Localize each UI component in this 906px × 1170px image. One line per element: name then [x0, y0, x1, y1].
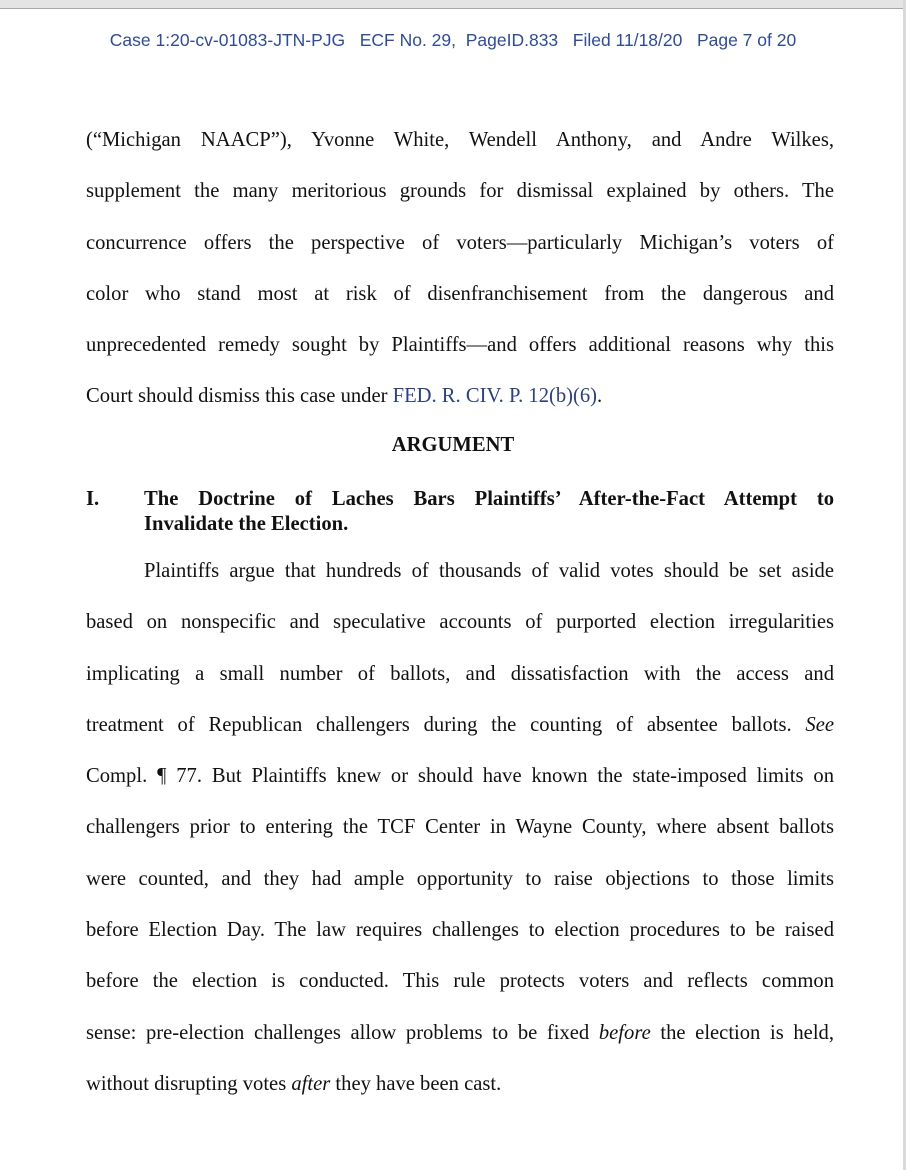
text-line: based on nonspecific and speculative accounts of purported election irregularities: [86, 611, 834, 634]
text-line: Plaintiffs argue that hundreds of thousands of valid votes should be set aside: [144, 560, 834, 582]
text-line: [86, 1008, 834, 1059]
italic-signal: See: [805, 713, 834, 736]
section-title-line: The Doctrine of Laches Bars Plaintiffs’ After-the-Fact Attempt to: [144, 488, 834, 510]
viewer-top-border: [0, 0, 906, 9]
text-segment: treatment of Republican challengers during the counting of absentee ballots.: [86, 713, 806, 736]
text-line: [86, 700, 834, 751]
text-segment: the election is held,: [650, 1021, 834, 1044]
text-line: implicating a small number of ballots, and dissatisfaction with the access and: [86, 662, 834, 685]
text-segment: sense: pre-election challenges allow problems to be fixed: [86, 1021, 599, 1044]
text-line: [86, 371, 834, 422]
paragraph-laches: [86, 546, 834, 1110]
section-title-line: Invalidate the Election.: [144, 513, 349, 535]
italic-emphasis: before: [598, 1021, 651, 1044]
text-segment: without disrupting votes: [86, 1072, 292, 1095]
text-line: Compl. ¶ 77. But Plaintiffs knew or should have known the state-imposed limits on: [86, 765, 834, 788]
text-line: concurrence offers the perspective of voters—particularly Michigan’s voters of: [86, 231, 834, 254]
text-segment: they have been cast.: [330, 1072, 502, 1095]
text-line: [86, 1059, 834, 1110]
text-line: before Election Day. The law requires challenges to election procedures to be raised: [86, 919, 834, 942]
paragraph-intro: [86, 115, 834, 423]
text-line: color who stand most at risk of disenfranchisement from the dangerous and: [86, 282, 834, 305]
section-number: I.: [86, 488, 100, 510]
section-title: [144, 487, 834, 537]
ecf-header: Case 1:20-cv-01083-JTN-PJG ECF No. 29, PageID.833 Filed 11/18/20 Page 7 of 20: [109, 30, 797, 50]
argument-heading: ARGUMENT: [391, 434, 515, 456]
text-segment: .: [597, 385, 603, 408]
text-line: before the election is conducted. This rule protects voters and reflects common: [86, 970, 834, 993]
text-line: supplement the many meritorious grounds for dismissal explained by others. The: [86, 180, 834, 203]
text-segment: Court should dismiss this case under: [86, 385, 393, 408]
text-line: challengers prior to entering the TCF Center in Wayne County, where absent ballots: [86, 816, 834, 839]
rule-citation-link[interactable]: FED. R. CIV. P. 12(b)(6): [392, 385, 598, 408]
text-line: were counted, and they had ample opportunity to raise objections to those limits: [86, 867, 834, 890]
text-line: (“Michigan NAACP”), Yvonne White, Wendell Anthony, and Andre Wilkes,: [86, 129, 834, 151]
text-line: unprecedented remedy sought by Plaintiffs—and offers additional reasons why this: [86, 334, 834, 357]
italic-emphasis: after: [291, 1072, 331, 1095]
